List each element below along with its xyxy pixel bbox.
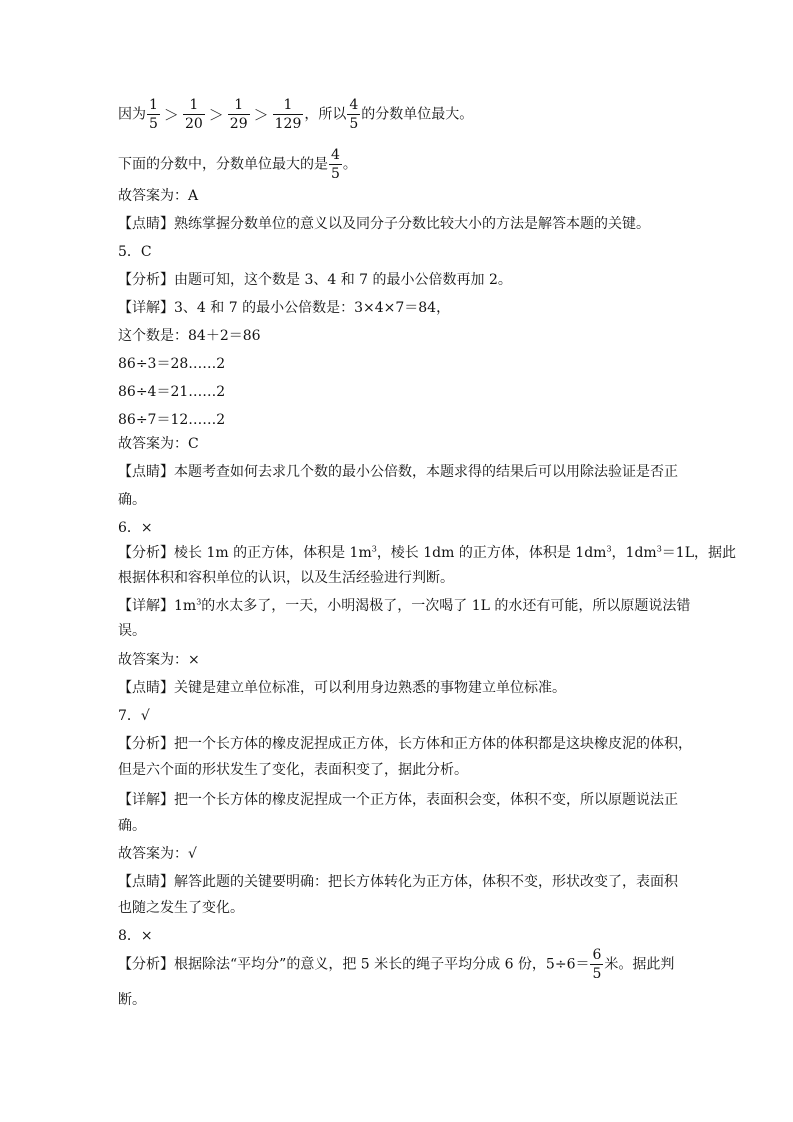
text-lead: 下面的分数中，分数单位最大的是: [118, 156, 328, 173]
analysis-line: 断。: [118, 992, 146, 1008]
analysis-line: [118, 948, 674, 981]
largest-unit-line: [118, 148, 357, 181]
fraction: $\frac{1}{5}$: [149, 97, 158, 132]
question-number: 8．×: [118, 928, 153, 944]
analysis-line: 【分析】由题可知，这个数是 3、4 和 7 的最小公倍数再加 2。: [118, 272, 512, 288]
answer-line: 故答案为：A: [118, 188, 199, 204]
key-point-line: 【点睛】熟练掌握分数单位的意义以及同分子分数比较大小的方法是解答本题的关键。: [118, 216, 650, 232]
analysis-line: 但是六个面的形状发生了变化，表面积变了，据此分析。: [118, 762, 468, 778]
text-so: ，所以: [304, 106, 347, 123]
question-number: 5．C: [118, 244, 152, 260]
fraction: $\frac{6}{5}$: [592, 947, 602, 982]
text-tail: 的分数单位最大。: [361, 106, 474, 123]
question-number: 6．×: [118, 520, 153, 536]
text-part: 米。据此判: [604, 956, 675, 973]
answer-line: 故答案为：√: [118, 846, 197, 862]
greater-than-sign: ＞: [253, 105, 269, 124]
text-part: 的水太多了，一天，小明渴极了，一次喝了 1L 的水还有可能，所以原题说法错: [201, 598, 691, 614]
superscript: 3: [606, 544, 612, 554]
text-part: 【分析】根据除法“平均分”的意义，把 5 米长的绳子平均分成 6 份，5÷6＝: [118, 956, 590, 973]
greater-than-sign: ＞: [163, 105, 179, 124]
answer-line: 故答案为：×: [118, 652, 200, 668]
fraction: $\frac{4}{5}$: [349, 97, 359, 132]
key-point-line: 【点睛】解答此题的关键要明确：把长方体转化为正方体，体积不变，形状改变了，表面积: [118, 874, 678, 890]
text-tail: 。: [342, 156, 357, 173]
analysis-line: [118, 543, 736, 563]
text-because: 因为: [118, 106, 146, 123]
detail-line: 误。: [118, 623, 146, 639]
detail-line: 这个数是：84＋2＝86: [118, 328, 261, 344]
superscript: 3: [656, 544, 662, 554]
fraction: $\frac{1}{20}$: [184, 97, 203, 132]
answer-line: 故答案为：C: [118, 436, 199, 452]
question-number: 7．√: [118, 708, 150, 724]
detail-line: 【详解】把一个长方体的橡皮泥捏成一个正方体，表面积会变，体积不变，所以原题说法正: [118, 792, 678, 808]
text-part: 【详解】1m: [118, 598, 197, 614]
detail-line: [118, 596, 690, 616]
key-point-line: 也随之发生了变化。: [118, 900, 244, 916]
analysis-line: 根据体积和容积单位的认识，以及生活经验进行判断。: [118, 570, 454, 586]
detail-line: 86÷3＝28……2: [118, 356, 226, 372]
detail-line: 【详解】3、4 和 7 的最小公倍数是：3×4×7＝84，: [118, 300, 451, 316]
detail-line: 确。: [118, 818, 146, 834]
superscript: 3: [196, 597, 202, 607]
fraction: $\frac{1}{29}$: [229, 97, 248, 132]
detail-line: 86÷4＝21……2: [118, 384, 226, 400]
greater-than-sign: ＞: [208, 105, 224, 124]
key-point-line: 【点睛】本题考查如何去求几个数的最小公倍数，本题求得的结果后可以用除法验证是否正: [118, 464, 678, 480]
key-point-line: 【点睛】关键是建立单位标准，可以利用身边熟悉的事物建立单位标准。: [118, 680, 566, 696]
text-part: ，棱长 1dm 的正方体，体积是 1dm: [376, 545, 607, 561]
text-part: ，1dm: [611, 545, 657, 561]
fraction-comparison-line: [118, 98, 473, 131]
analysis-line: 【分析】把一个长方体的橡皮泥捏成正方体，长方体和正方体的体积都是这块橡皮泥的体积，: [118, 736, 692, 752]
text-part: 【分析】棱长 1m 的正方体，体积是 1m: [118, 545, 372, 561]
fraction: $\frac{1}{129}$: [274, 97, 302, 132]
superscript: 3: [371, 544, 377, 554]
detail-line: 86÷7＝12……2: [118, 412, 226, 428]
key-point-line: 确。: [118, 492, 146, 508]
fraction: $\frac{4}{5}$: [331, 147, 340, 182]
text-part: ＝1L，据此: [661, 545, 737, 561]
